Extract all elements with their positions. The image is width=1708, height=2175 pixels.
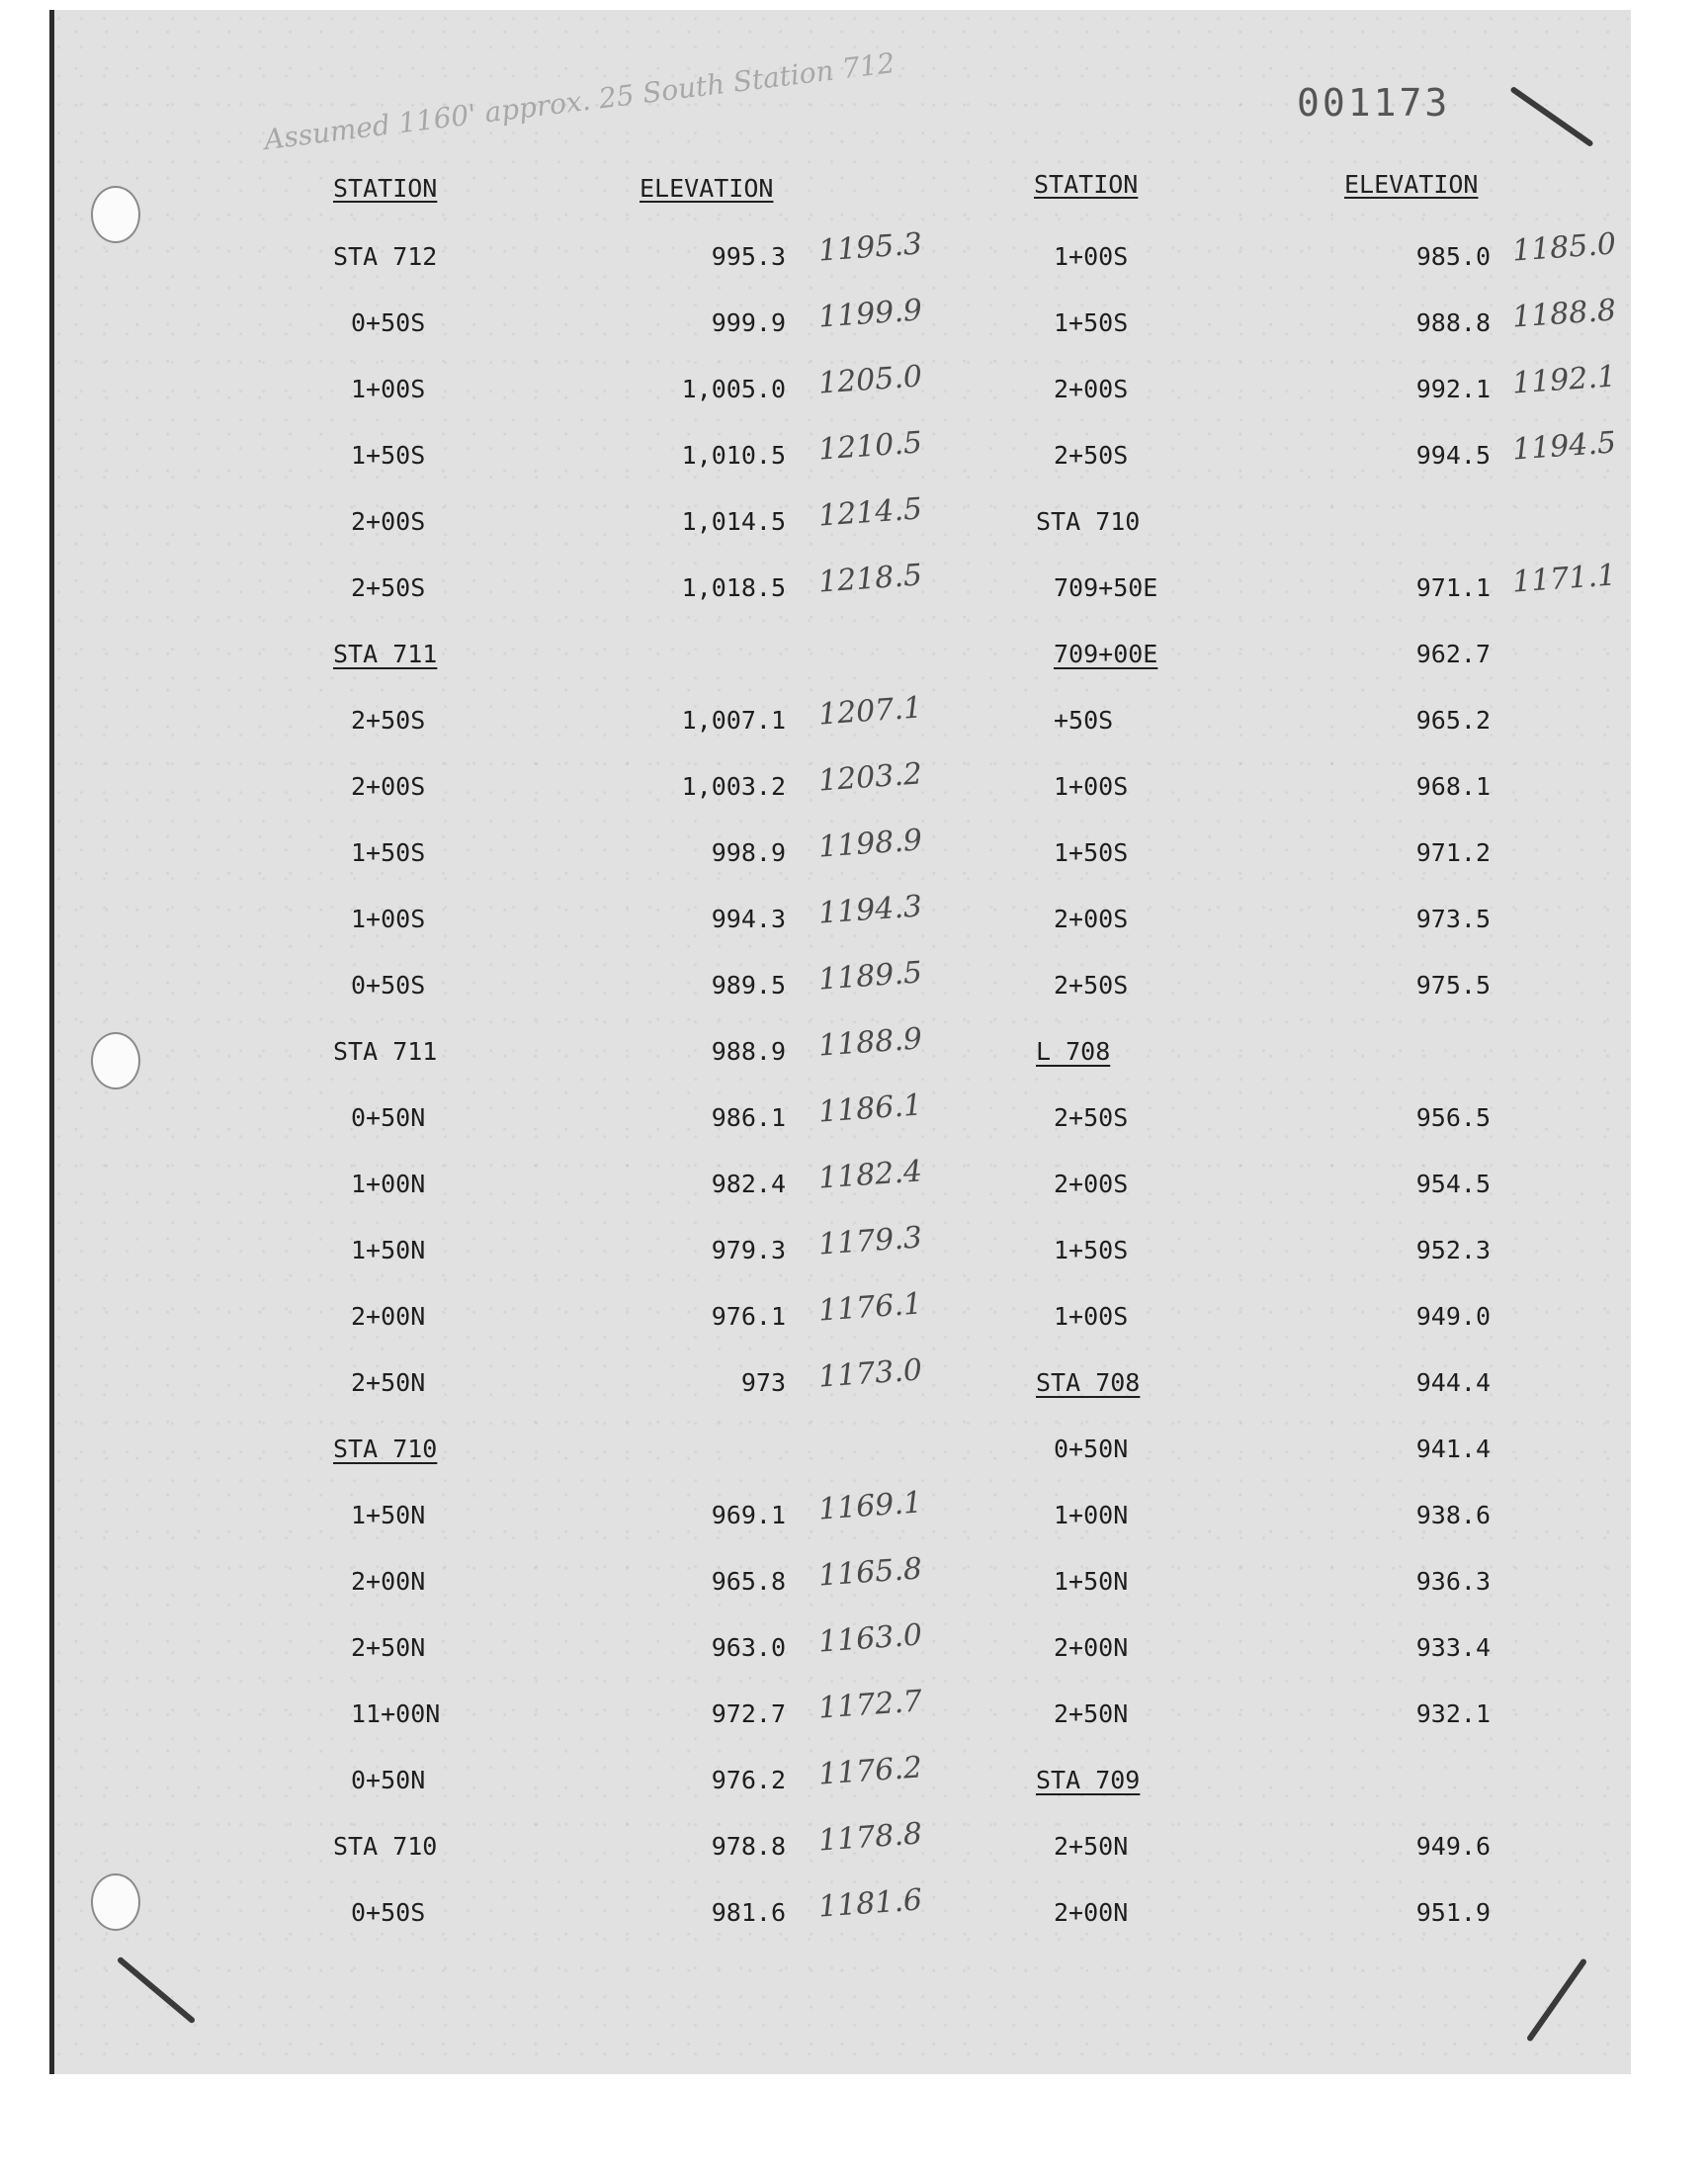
- elevation-cell: 992.1: [1415, 375, 1491, 403]
- elevation-cell: 986.1: [711, 1103, 786, 1132]
- handwritten-elevation: 1173.0: [816, 1352, 924, 1395]
- left-elevation-header: ELEVATION: [640, 174, 774, 203]
- elevation-cell: 978.8: [711, 1832, 786, 1861]
- elevation-cell: 965.2: [1415, 706, 1491, 735]
- elevation-cell: 979.3: [711, 1236, 786, 1264]
- elevation-cell: 933.4: [1415, 1633, 1491, 1662]
- handwritten-elevation: 1207.1: [816, 690, 924, 733]
- handwritten-elevation: 1182.4: [816, 1154, 924, 1196]
- station-cell: 0+50N: [351, 1103, 426, 1132]
- right-elevation-header: ELEVATION: [1344, 170, 1479, 199]
- station-cell: STA 711: [333, 1037, 438, 1066]
- station-cell: 1+50S: [1054, 1236, 1129, 1264]
- elevation-cell: 969.1: [711, 1501, 786, 1529]
- station-cell: 1+50S: [1054, 308, 1129, 337]
- elevation-cell: 963.0: [711, 1633, 786, 1662]
- elevation-cell: 932.1: [1415, 1699, 1491, 1728]
- handwritten-elevation: 1169.1: [816, 1485, 924, 1527]
- elevation-cell: 944.4: [1415, 1368, 1491, 1397]
- station-cell: 2+50S: [1054, 1103, 1129, 1132]
- station-cell: 2+00N: [351, 1302, 426, 1331]
- station-cell: 2+00S: [351, 772, 426, 801]
- elevation-cell: 988.9: [711, 1037, 786, 1066]
- station-cell: 1+00S: [351, 905, 426, 933]
- station-cell: 709+50E: [1054, 573, 1158, 602]
- elevation-cell: 968.1: [1415, 772, 1491, 801]
- elevation-cell: 941.4: [1415, 1435, 1491, 1463]
- elevation-cell: 973.5: [1415, 905, 1491, 933]
- station-cell: 0+50S: [351, 1898, 426, 1927]
- elevation-cell: 973: [740, 1368, 786, 1397]
- elevation-cell: 938.6: [1415, 1501, 1491, 1529]
- station-cell: L 708: [1036, 1037, 1111, 1066]
- station-cell: 2+00N: [1054, 1633, 1129, 1662]
- handwritten-elevation: 1194.3: [816, 889, 924, 931]
- station-cell: 2+50N: [1054, 1699, 1129, 1728]
- handwritten-elevation: 1189.5: [816, 955, 924, 998]
- punch-hole: [91, 186, 140, 243]
- station-cell: STA 709: [1036, 1766, 1141, 1794]
- station-cell: 1+00S: [1054, 242, 1129, 271]
- station-cell: 2+50N: [351, 1633, 426, 1662]
- station-cell: 709+00E: [1054, 640, 1158, 668]
- punch-hole: [91, 1032, 140, 1089]
- station-cell: 0+50N: [351, 1766, 426, 1794]
- elevation-cell: 998.9: [711, 838, 786, 867]
- station-cell: STA 712: [333, 242, 438, 271]
- station-cell: 1+50N: [1054, 1567, 1129, 1596]
- elevation-cell: 982.4: [711, 1170, 786, 1198]
- document-number: 001173: [1297, 81, 1451, 125]
- handwritten-elevation: 1171.1: [1510, 558, 1618, 600]
- elevation-cell: 985.0: [1415, 242, 1491, 271]
- elevation-cell: 1,014.5: [681, 507, 786, 536]
- handwritten-elevation: 1165.8: [816, 1551, 924, 1594]
- station-cell: 2+50S: [351, 573, 426, 602]
- handwritten-elevation: 1176.1: [816, 1286, 924, 1329]
- handwritten-elevation: 1195.3: [816, 226, 924, 269]
- elevation-cell: 971.2: [1415, 838, 1491, 867]
- elevation-cell: 976.1: [711, 1302, 786, 1331]
- handwritten-header-note: Assumed 1160' approx. 25 South Station 712: [262, 45, 897, 157]
- station-cell: 2+00S: [1054, 1170, 1129, 1198]
- handwritten-elevation: 1214.5: [816, 491, 924, 534]
- elevation-cell: 949.6: [1415, 1832, 1491, 1861]
- elevation-cell: 1,007.1: [681, 706, 786, 735]
- station-cell: 1+00S: [1054, 772, 1129, 801]
- station-cell: 0+50N: [1054, 1435, 1129, 1463]
- handwritten-elevation: 1179.3: [816, 1220, 924, 1262]
- elevation-cell: 989.5: [711, 971, 786, 1000]
- handwritten-elevation: 1194.5: [1510, 425, 1618, 468]
- handwritten-elevation: 1198.9: [816, 823, 924, 865]
- station-cell: 1+00S: [351, 375, 426, 403]
- elevation-cell: 936.3: [1415, 1567, 1491, 1596]
- station-cell: 1+00N: [351, 1170, 426, 1198]
- elevation-cell: 995.3: [711, 242, 786, 271]
- station-cell: STA 711: [333, 640, 438, 668]
- left-station-header: STATION: [333, 174, 438, 203]
- handwritten-elevation: 1172.7: [816, 1684, 924, 1726]
- elevation-cell: 999.9: [711, 308, 786, 337]
- elevation-cell: 994.5: [1415, 441, 1491, 470]
- elevation-cell: 1,005.0: [681, 375, 786, 403]
- handwritten-elevation: 1218.5: [816, 558, 924, 600]
- elevation-cell: 956.5: [1415, 1103, 1491, 1132]
- station-cell: 2+00S: [1054, 905, 1129, 933]
- handwritten-elevation: 1163.0: [816, 1617, 924, 1660]
- station-cell: 2+50N: [351, 1368, 426, 1397]
- elevation-cell: 972.7: [711, 1699, 786, 1728]
- station-cell: 1+00S: [1054, 1302, 1129, 1331]
- station-cell: 2+00S: [351, 507, 426, 536]
- station-cell: 2+00N: [1054, 1898, 1129, 1927]
- handwritten-elevation: 1188.9: [816, 1021, 924, 1064]
- elevation-cell: 1,003.2: [681, 772, 786, 801]
- handwritten-elevation: 1186.1: [816, 1088, 924, 1130]
- elevation-cell: 976.2: [711, 1766, 786, 1794]
- station-cell: 0+50S: [351, 308, 426, 337]
- station-cell: 1+50N: [351, 1236, 426, 1264]
- station-cell: 2+50S: [351, 706, 426, 735]
- elevation-cell: 994.3: [711, 905, 786, 933]
- elevation-cell: 954.5: [1415, 1170, 1491, 1198]
- elevation-cell: 1,018.5: [681, 573, 786, 602]
- handwritten-elevation: 1192.1: [1510, 359, 1618, 401]
- station-cell: 1+50S: [351, 838, 426, 867]
- station-cell: STA 710: [333, 1435, 438, 1463]
- station-cell: 2+00N: [351, 1567, 426, 1596]
- station-cell: +50S: [1054, 706, 1114, 735]
- station-cell: 2+50S: [1054, 971, 1129, 1000]
- station-cell: 1+00N: [1054, 1501, 1129, 1529]
- handwritten-elevation: 1205.0: [816, 359, 924, 401]
- handwritten-elevation: 1210.5: [816, 425, 924, 468]
- station-cell: 1+50N: [351, 1501, 426, 1529]
- handwritten-elevation: 1176.2: [816, 1750, 924, 1792]
- station-cell: STA 710: [1036, 507, 1141, 536]
- handwritten-elevation: 1188.8: [1510, 293, 1618, 335]
- station-cell: STA 710: [333, 1832, 438, 1861]
- elevation-cell: 952.3: [1415, 1236, 1491, 1264]
- station-cell: 11+00N: [351, 1699, 441, 1728]
- elevation-cell: 981.6: [711, 1898, 786, 1927]
- elevation-cell: 975.5: [1415, 971, 1491, 1000]
- right-station-header: STATION: [1034, 170, 1139, 199]
- station-cell: 1+50S: [1054, 838, 1129, 867]
- station-cell: STA 708: [1036, 1368, 1141, 1397]
- handwritten-elevation: 1203.2: [816, 756, 924, 799]
- station-cell: 1+50S: [351, 441, 426, 470]
- handwritten-elevation: 1178.8: [816, 1816, 924, 1859]
- station-cell: 2+50S: [1054, 441, 1129, 470]
- elevation-cell: 962.7: [1415, 640, 1491, 668]
- elevation-cell: 951.9: [1415, 1898, 1491, 1927]
- handwritten-elevation: 1181.6: [816, 1882, 924, 1925]
- handwritten-elevation: 1185.0: [1510, 226, 1618, 269]
- station-cell: 2+50N: [1054, 1832, 1129, 1861]
- punch-hole: [91, 1873, 140, 1931]
- handwritten-elevation: 1199.9: [816, 293, 924, 335]
- elevation-cell: 1,010.5: [681, 441, 786, 470]
- station-cell: 2+00S: [1054, 375, 1129, 403]
- elevation-cell: 965.8: [711, 1567, 786, 1596]
- station-cell: 0+50S: [351, 971, 426, 1000]
- elevation-cell: 988.8: [1415, 308, 1491, 337]
- elevation-cell: 949.0: [1415, 1302, 1491, 1331]
- elevation-cell: 971.1: [1415, 573, 1491, 602]
